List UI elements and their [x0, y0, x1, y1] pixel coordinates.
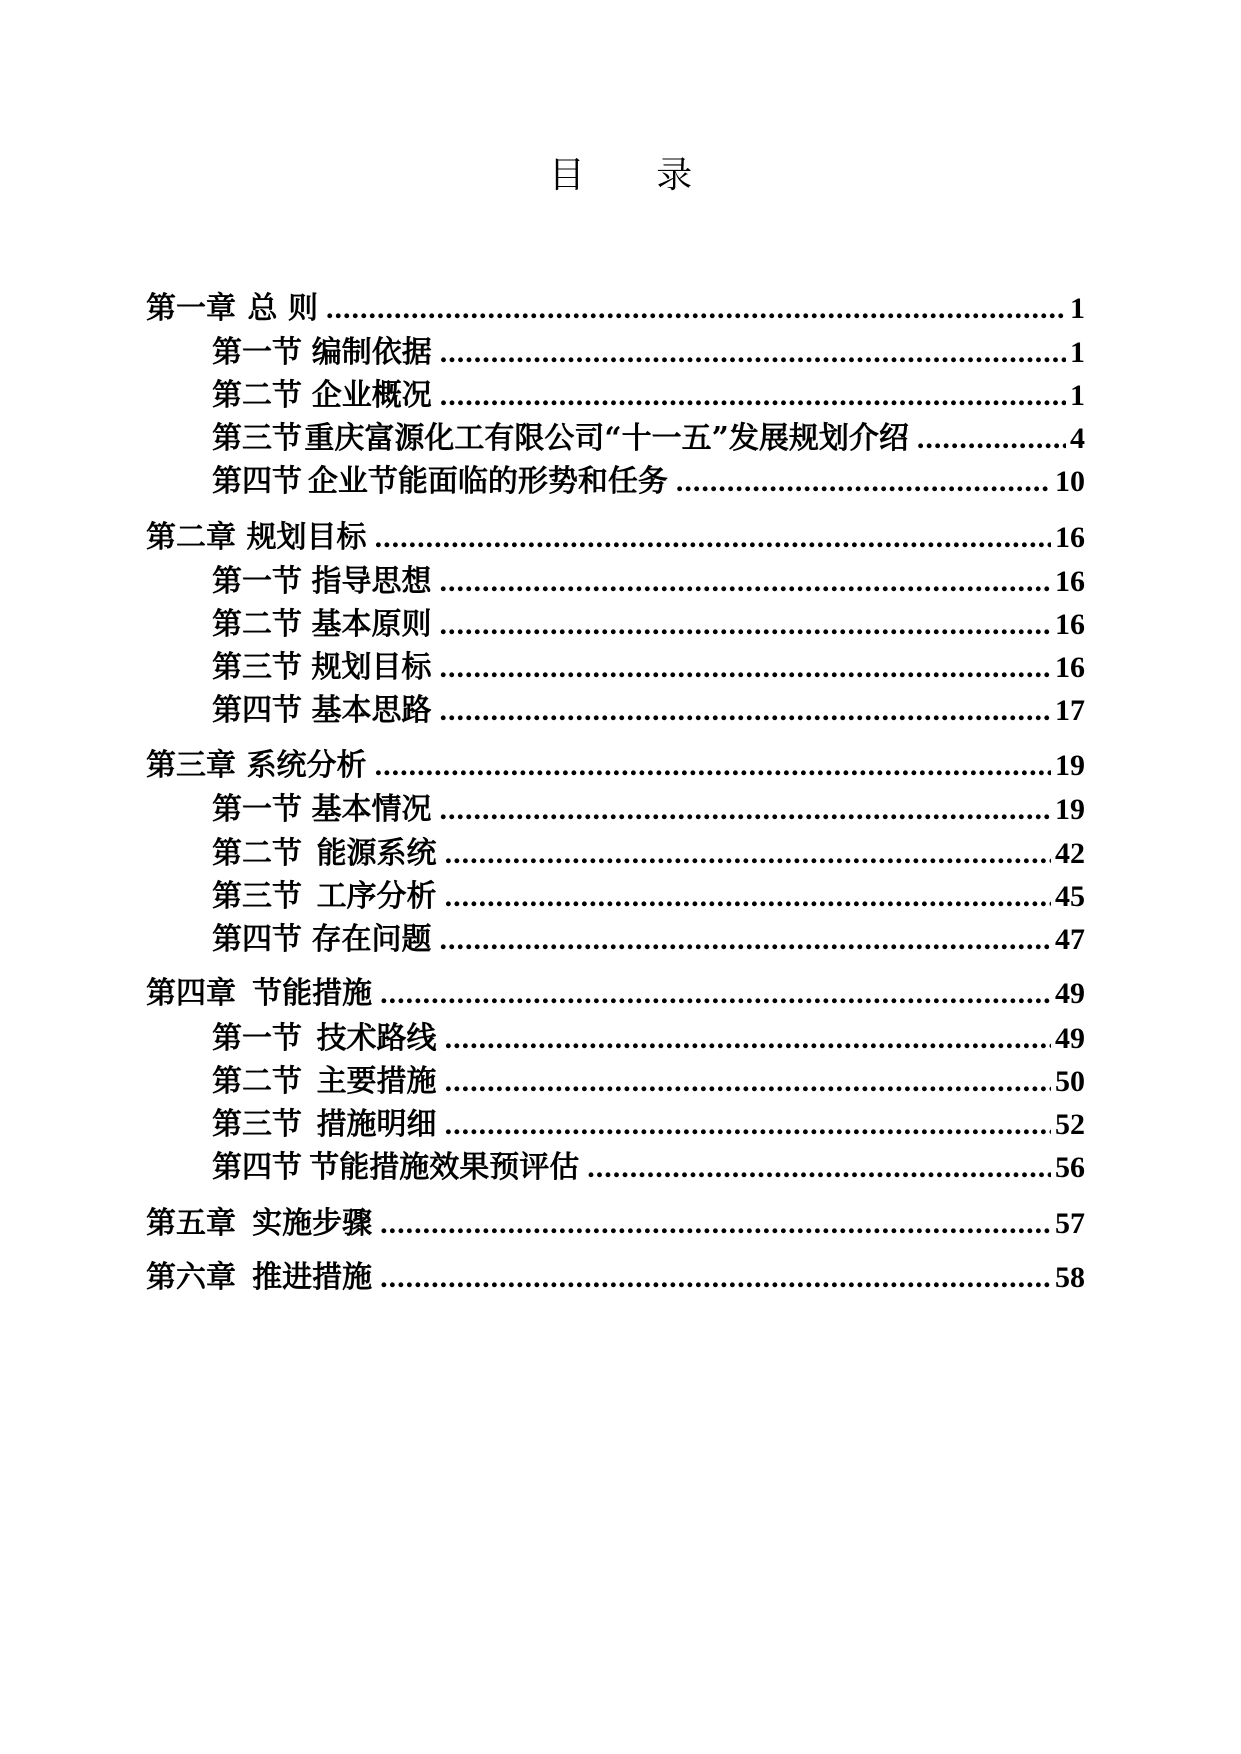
toc-section-3-4[interactable] [212, 920, 1085, 960]
chapter-title: 实施步骤 [252, 1206, 373, 1241]
page-number: 50 [1055, 1065, 1085, 1098]
toc-section-4-3[interactable] [212, 1105, 1085, 1145]
dot-leader [676, 462, 1051, 502]
dot-leader [375, 746, 1051, 786]
toc-section-1-3[interactable] [212, 419, 1085, 459]
dot-leader [440, 920, 1051, 960]
page-number: 57 [1055, 1207, 1085, 1240]
page-number: 16 [1055, 521, 1085, 554]
page-number: 1 [1070, 336, 1085, 369]
toc-section-2-4[interactable] [212, 691, 1085, 731]
page-number: 10 [1055, 465, 1085, 498]
dot-leader [440, 333, 1066, 373]
toc-chapter-1[interactable] [146, 289, 1085, 329]
dot-leader [587, 1148, 1051, 1188]
chapter-label: 第五章 [146, 1206, 236, 1241]
section-title: 工序分析 [316, 879, 437, 914]
section-label: 第四节 [212, 1150, 302, 1185]
section-title: 能源系统 [316, 836, 437, 871]
dot-leader [326, 289, 1066, 329]
section-title: 基本原则 [311, 607, 432, 642]
page-number: 52 [1055, 1108, 1085, 1141]
chapter-title: 系统分析 [246, 748, 367, 783]
chapter-title: 规划目标 [246, 520, 367, 555]
section-label: 第一节 [212, 335, 302, 370]
section-label: 第一节 [212, 792, 302, 827]
dot-leader [440, 562, 1051, 602]
dot-leader [445, 834, 1051, 874]
page-number: 19 [1055, 793, 1085, 826]
section-label: 第四节 [212, 922, 302, 957]
section-title: 主要措施 [316, 1064, 437, 1099]
dot-leader [380, 974, 1051, 1014]
page-number: 4 [1070, 422, 1085, 455]
dot-leader [440, 376, 1066, 416]
dot-leader [440, 605, 1051, 645]
page-number: 16 [1055, 608, 1085, 641]
chapter-label: 第三章 [146, 748, 236, 783]
toc-section-2-3[interactable] [212, 648, 1085, 688]
section-label: 第二节 [212, 378, 302, 413]
page-number: 45 [1055, 880, 1085, 913]
toc-section-2-2[interactable] [212, 605, 1085, 645]
dot-leader [917, 419, 1066, 459]
dot-leader [440, 691, 1051, 731]
section-label: 第二节 [212, 1064, 302, 1099]
page-number: 17 [1055, 694, 1085, 727]
section-label: 第三节 [212, 421, 302, 456]
page-number: 49 [1055, 977, 1085, 1010]
toc-section-2-1[interactable] [212, 562, 1085, 602]
toc-section-1-2[interactable] [212, 376, 1085, 416]
page-title: 目 录 [548, 155, 723, 196]
toc-chapter-6[interactable] [146, 1258, 1085, 1298]
chapter-title: 节能措施 [252, 976, 373, 1011]
section-label: 第四节 [212, 693, 302, 728]
dot-leader [445, 877, 1051, 917]
chapter-label: 第六章 [146, 1260, 236, 1295]
section-title: 规划目标 [311, 650, 432, 685]
toc-section-4-1[interactable] [212, 1019, 1085, 1059]
dot-leader [445, 1105, 1051, 1145]
section-label: 第三节 [212, 879, 302, 914]
dot-leader [375, 518, 1051, 558]
section-label: 第一节 [212, 564, 302, 599]
page-number: 19 [1055, 749, 1085, 782]
toc-section-3-1[interactable] [212, 790, 1085, 830]
page-number: 56 [1055, 1151, 1085, 1184]
toc-chapter-4[interactable] [146, 974, 1085, 1014]
section-title: 节能措施效果预评估 [309, 1150, 580, 1185]
section-label: 第三节 [212, 650, 302, 685]
section-title: 存在问题 [311, 922, 432, 957]
page-number: 49 [1055, 1022, 1085, 1055]
dot-leader [380, 1258, 1051, 1298]
toc-section-4-2[interactable] [212, 1062, 1085, 1102]
section-title: 基本情况 [311, 792, 432, 827]
section-label: 第三节 [212, 1107, 302, 1142]
dot-leader [445, 1019, 1051, 1059]
page-number: 47 [1055, 923, 1085, 956]
toc-chapter-2[interactable] [146, 518, 1085, 558]
dot-leader [380, 1204, 1051, 1244]
section-label: 第二节 [212, 836, 302, 871]
page-number: 16 [1055, 565, 1085, 598]
section-title: 企业概况 [311, 378, 432, 413]
toc-section-4-4[interactable] [212, 1148, 1085, 1188]
page-number: 58 [1055, 1261, 1085, 1294]
dot-leader [445, 1062, 1051, 1102]
toc-section-3-2[interactable] [212, 834, 1085, 874]
chapter-title: 总 则 [247, 291, 318, 326]
chapter-label: 第一章 [146, 291, 236, 326]
section-label: 第一节 [212, 1021, 302, 1056]
section-title: 指导思想 [311, 564, 432, 599]
dot-leader [440, 790, 1051, 830]
chapter-label: 第二章 [146, 520, 236, 555]
section-title: 企业节能面临的形势和任务 [307, 464, 668, 499]
chapter-label: 第四章 [146, 976, 236, 1011]
section-title: 基本思路 [311, 693, 432, 728]
section-title: 编制依据 [311, 335, 432, 370]
page-number: 1 [1070, 292, 1085, 325]
page-number: 1 [1070, 379, 1085, 412]
section-title: 措施明细 [316, 1107, 437, 1142]
page-number: 42 [1055, 837, 1085, 870]
section-label: 第四节 [212, 464, 302, 499]
section-title: 技术路线 [316, 1021, 437, 1056]
dot-leader [440, 648, 1051, 688]
toc-section-3-3[interactable] [212, 877, 1085, 917]
toc-section-1-1[interactable] [212, 333, 1085, 373]
section-label: 第二节 [212, 607, 302, 642]
toc-section-1-4[interactable] [212, 462, 1085, 502]
toc-chapter-3[interactable] [146, 746, 1085, 786]
page-number: 16 [1055, 651, 1085, 684]
toc-chapter-5[interactable] [146, 1204, 1085, 1244]
section-title: 重庆富源化工有限公司“十一五”发展规划介绍 [304, 421, 909, 456]
chapter-title: 推进措施 [252, 1260, 373, 1295]
